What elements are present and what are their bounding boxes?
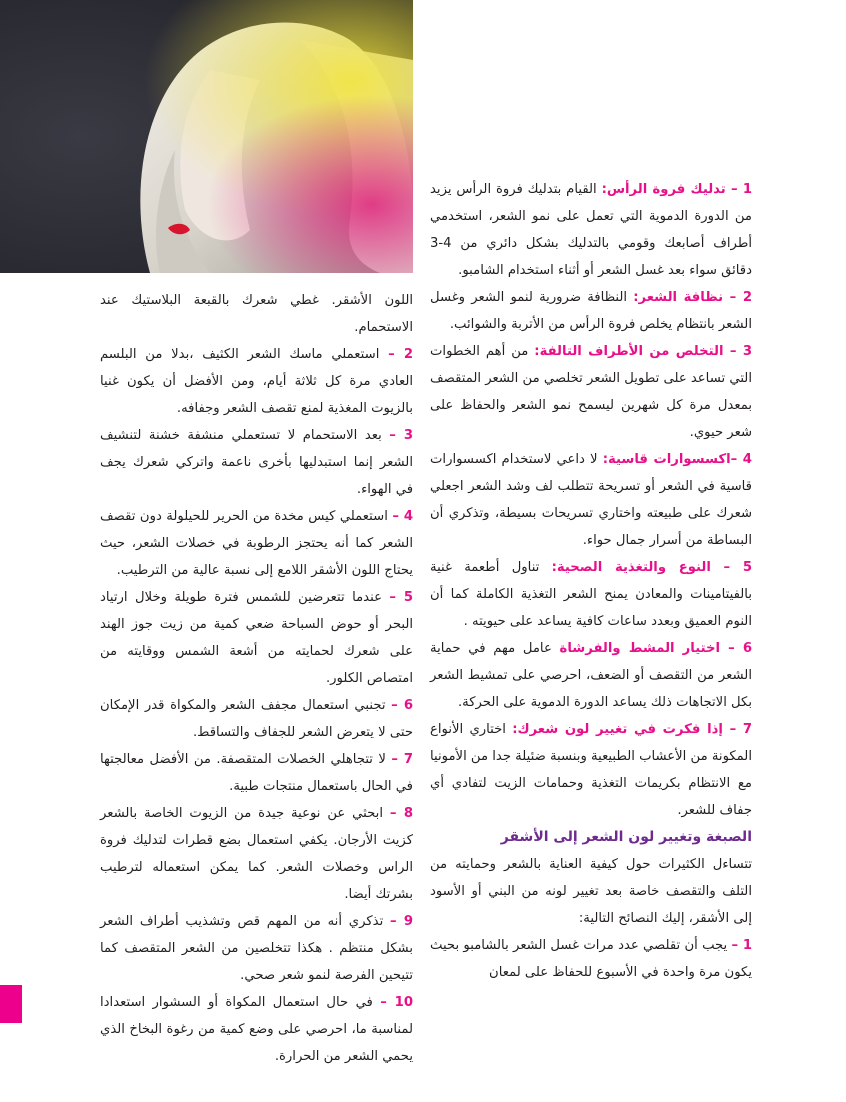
tip-2: 2 – نظافة الشعر: النظافة ضرورية لنمو الشعر وغسل الشعر بانتظام يخلص فروة الرأس من الأتربة والشوائب. bbox=[430, 290, 752, 332]
dye-tip-9: 9 – تذكري أنه من المهم قص وتشذيب أطراف الشعر بشكل منتظم . هكذا تتخلصين من الشعر المتقصف كما تتيحين الفرصة لنمو شعر صحي. bbox=[100, 914, 413, 983]
blonde-woman-portrait-icon bbox=[0, 0, 413, 273]
dye-tip-1-continued: اللون الأشقر. غطي شعرك بالقبعة البلاستيك عند الاستحمام. bbox=[100, 293, 413, 335]
section-intro: تتساءل الكثيرات حول كيفية العناية بالشعر وحمايته من التلف والتقصف خاصة بعد تغيير لونه من البني أو الأسود إلى الأشقر، إليك النصائح التالية: bbox=[430, 857, 752, 926]
dye-tip-4: 4 – استعملي كيس مخدة من الحرير للحيلولة دون تقصف الشعر كما أنه يحتجز الرطوبة في خصلات الشعر، حيث يحتاج اللون الأشقر اللامع إلى نسبة عالية من الترطيب. bbox=[100, 509, 413, 578]
dye-tip-3: 3 – بعد الاستحمام لا تستعملي منشفة خشنة لتنشيف الشعر إنما استبدليها بأخرى ناعمة واتركي شعرك يجف في الهواء. bbox=[100, 428, 413, 497]
tip-1: 1 – تدليك فروة الرأس: القيام بتدليك فروة الرأس يزيد من الدورة الدموية التي تعمل على نمو الشعر، استخدمي أطراف أصابعك وقومي بالتدليك بشكل دائري من 4-3 دقائق سواء بعد غسل الشعر أو أثناء استخدام الشامبو. bbox=[430, 182, 753, 278]
section-subheading: الصبغة وتغيير لون الشعر إلى الأشقر bbox=[500, 829, 752, 845]
page-edge-tab bbox=[0, 985, 22, 1023]
tip-4: 4 –اكسسوارات قاسية: لا داعي لاستخدام اكسسوارات قاسية في الشعر أو تسريحة تتطلب لف وشد الشعر اجعلي شعرك على طبيعته واختاري تسريحات بسيطة، وتذكري أن البساطة من أسرار جمال حواء. bbox=[430, 452, 752, 548]
tip-5: 5 – النوع والتغذية الصحية: تناول أطعمة غنية بالفيتامينات والمعادن يمنح الشعر التغذية الكاملة كما أن النوم العميق وبعدد ساعات كافية يساعد على حيويته . bbox=[430, 560, 753, 629]
left-column bbox=[100, 287, 413, 1070]
right-column bbox=[430, 176, 752, 986]
dye-tip-6: 6 – تجنبي استعمال مجفف الشعر والمكواة قدر الإمكان حتى لا يتعرض الشعر للجفاف والتساقط. bbox=[100, 698, 413, 740]
dye-tip-10: 10 – في حال استعمال المكواة أو السشوار استعدادا لمناسبة ما، احرصي على وضع كمية من رغوة البخاخ الذي يحمي الشعر من الحرارة. bbox=[100, 995, 413, 1064]
tip-6: 6 – اختيار المشط والفرشاة عامل مهم في حماية الشعر من التقصف أو الضعف، احرصي على تمشيط الشعر بكل الاتجاهات ذلك يساعد الدورة الدموية على الحركة. bbox=[430, 641, 752, 710]
dye-tip-5: 5 – عندما تتعرضين للشمس فترة طويلة وخلال ارتياد البحر أو حوض السباحة ضعي كمية من زيت جوز الهند على شعرك لحمايته من أشعة الشمس ووقايته من امتصاص الكلور. bbox=[100, 590, 414, 686]
woman-portrait-photo bbox=[0, 0, 413, 273]
tip-3: 3 – التخلص من الأطراف التالفة: من أهم الخطوات التي تساعد على تطويل الشعر تخلصي من الشعر المتقصف بمعدل مرة كل شهرين ليسمح نمو الشعر والحفاظ على شعر حيوي. bbox=[430, 344, 752, 440]
dye-tip-8: 8 – ابحثي عن نوعية جيدة من الزيوت الخاصة بالشعر كزيت الأرجان. يكفي استعمال بضع قطرات لتدليك فروة الراس وخصلات الشعر. كما يمكن استعماله لترطيب بشرتك أيضا. bbox=[100, 806, 413, 902]
dye-tip-2: 2 – استعملي ماسك الشعر الكثيف ،بدلا من البلسم العادي مرة كل ثلاثة أيام، ومن الأفضل أن يكون غنيا بالزيوت المغذية لمنع تقصف الشعر وجفافه. bbox=[100, 347, 414, 416]
dye-tip-7: 7 – لا تتجاهلي الخصلات المتقصفة. من الأفضل معالجتها في الحال باستعمال منتجات طبية. bbox=[100, 752, 413, 794]
tip-7: 7 – إذا فكرت في تغيير لون شعرك: اختاري الأنواع المكونة من الأعشاب الطبيعية وبنسبة ضئيلة جدا من الأمونيا مع الانتظام بكريمات التغذية وحمامات الزيت لتفادي أي جفاف للشعر. bbox=[430, 722, 753, 818]
dye-tip-1: 1 – يجب أن تقلصي عدد مرات غسل الشعر بالشامبو بحيث يكون مرة واحدة في الأسبوع للحفاظ على لمعان bbox=[430, 938, 752, 980]
